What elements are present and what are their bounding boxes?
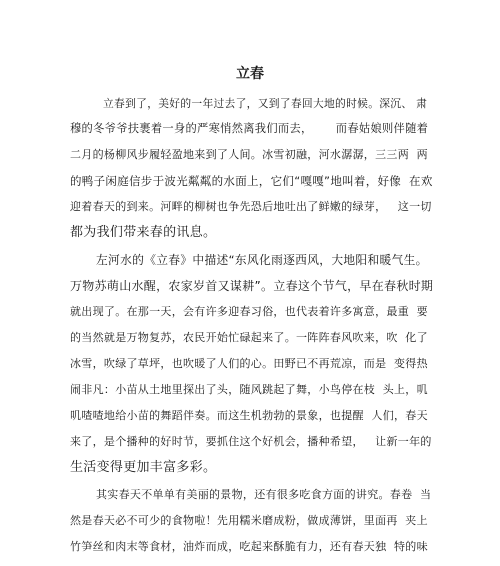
paragraph-line: 都为我们带来春的讯息。 [70, 225, 217, 240]
paragraph-line: 万物苏萌山水醒，农家岁首又谋耕”。立春这个节气，早在春秋时期 [70, 279, 434, 293]
paragraph-line: 立春到了，美好的一年过去了，又到了春回大地的时候。深沉、 肃 [103, 97, 428, 110]
paragraph-line: 的当然就是万物复苏，农民开始忙碌起来了。一阵阵春风吹来，吹 化了 [70, 331, 428, 344]
paragraph-line: 冰雪，吹绿了草坪，也吹暖了人们的心。田野已不再荒凉，而是 变得热 [70, 357, 428, 370]
paragraph-line: 的鸭子闲庭信步于波光粼粼的水面上，它们“嘎嘎”地叫着，好像 在欢 [70, 174, 433, 188]
document-title: 立春 [236, 66, 264, 82]
paragraph-line: 其实春天不单单有美丽的景物，还有很多吃食方面的讲究。春卷 当 [96, 488, 432, 501]
paragraph-line: 闹非凡：小苗从土地里探出了头，随风跳起了舞，小鸟停在枝 头上，叽 [70, 383, 428, 396]
paragraph-line: 竹笋丝和肉末等食材，油炸而成，吃起来酥脆有力，还有春天独 特的味 [70, 540, 428, 553]
paragraph-line: 来了，是个播种的好时节，要抓住这个好机会，播种希望， 让新一年的 [70, 435, 432, 448]
paragraph-line: 然是春天必不可少的食物啦！先用糯米磨成粉，做成薄饼，里面再 夹上 [70, 514, 428, 527]
paragraph-line: 迎着春天的到来。河畔的柳树也争先恐后地吐出了鲜嫩的绿芽， 这一切 [70, 200, 432, 213]
paragraph-line: 叽喳喳地给小苗的舞蹈伴奏。而这生机勃勃的景象，也提醒 人们，春天 [70, 409, 428, 422]
paragraph-line: 生活变得更加丰富多彩。 [70, 460, 217, 475]
paragraph-line: 左河水的《立春》中描述“东风化雨逐西风，大地阳和暖气生。 [96, 253, 428, 267]
paragraph-line: 二月的杨柳风步履轻盈地来到了人间。冰雪初融，河水潺潺，三三两 两 [70, 148, 428, 161]
paragraph-line: 穆的冬爷爷扶裹着一身的严寒悄然离我们而去， 而春姑娘则伴随着 [70, 122, 429, 135]
paragraph-line: 就出现了。在那一天，会有许多迎春习俗，也代表着许多寓意，最重 要 [70, 305, 428, 318]
